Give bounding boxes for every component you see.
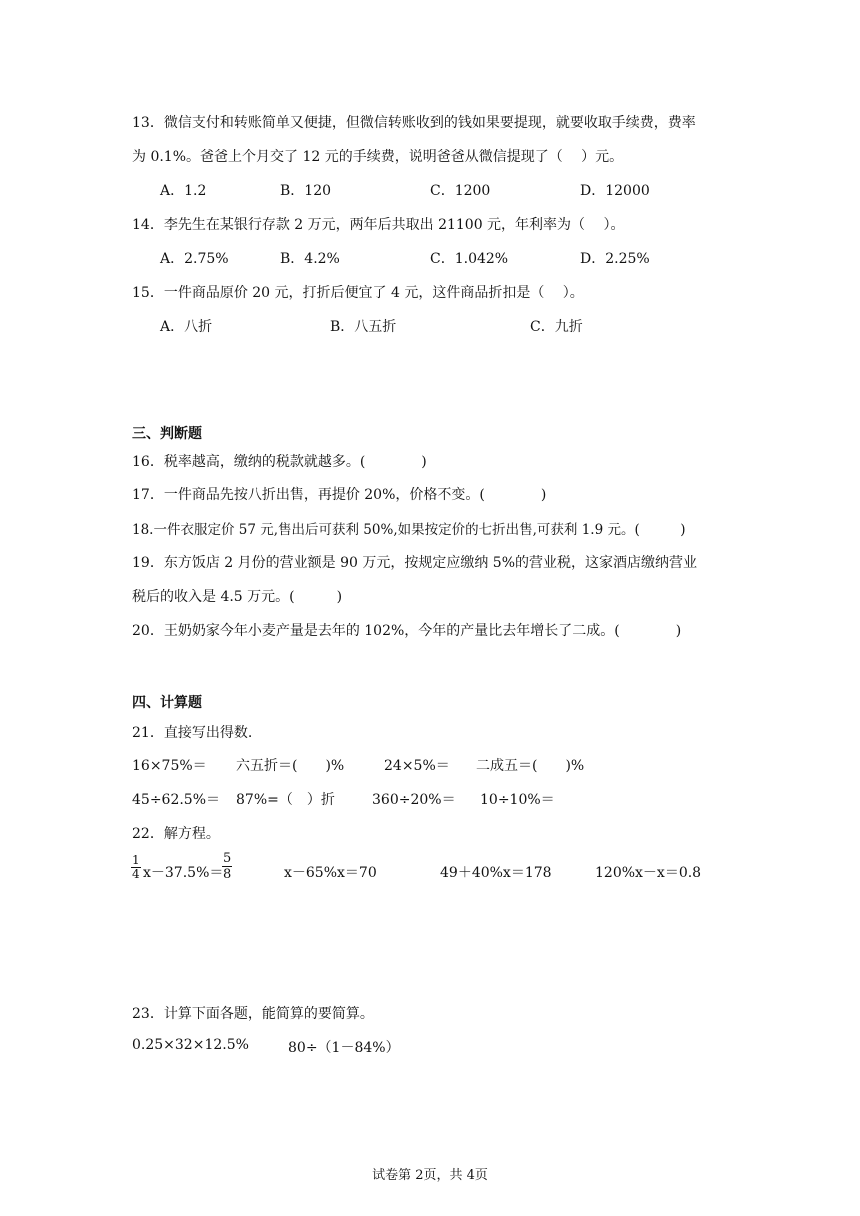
q14-option-a: A．2.75%	[160, 251, 229, 267]
fraction-numerator: 5	[223, 851, 232, 866]
q22-eq1-left-fraction	[131, 854, 141, 881]
section3-title: 三、判断题	[132, 426, 202, 442]
q17-line: 17．一件商品先按八折出售，再提价 20%，价格不变。( )	[132, 487, 547, 503]
q21-title: 21．直接写出得数.	[132, 725, 253, 741]
q13-line2: 为 0.1%。爸爸上个月交了 12 元的手续费，说明爸爸从微信提现了（ ）元。	[132, 149, 624, 165]
q20-line: 20．王奶奶家今年小麦产量是去年的 102%，今年的产量比去年增长了二成。( )	[132, 623, 682, 639]
q23-item-1: 0.25×32×12.5%	[132, 1037, 249, 1053]
q13-option-c: C．1200	[430, 183, 491, 199]
q13-option-a: A．1.2	[160, 183, 207, 199]
q15-option-a: A．八折	[160, 319, 213, 335]
section4-title: 四、计算题	[132, 695, 202, 711]
q21-item-5: 45÷62.5%＝	[132, 792, 221, 808]
q22-eq1-right-fraction	[222, 851, 232, 882]
q21-item-3: 24×5%＝	[384, 758, 450, 774]
q21-item-2: 六五折＝( )%	[236, 758, 345, 774]
q22-eq1-middle: x－37.5%＝	[143, 865, 224, 881]
q19-line1: 19．东方饭店 2 月份的营业额是 90 万元，按规定应缴纳 5%的营业税，这家酒店缴纳营业	[132, 555, 697, 571]
q14-option-d: D．2.25%	[580, 251, 650, 267]
q19-line2: 税后的收入是 4.5 万元。( )	[132, 589, 343, 605]
q16-line: 16．税率越高，缴纳的税款就越多。( )	[132, 454, 427, 470]
q21-item-6: 87%=（ ）折	[236, 792, 335, 808]
q18-line: 18.一件衣服定价 57 元,售出后可获利 50%,如果按定价的七折出售,可获利 1.9 元。( )	[132, 522, 686, 538]
q22-eq4: 120%x－x＝0.8	[595, 865, 702, 881]
q14-option-c: C．1.042%	[430, 251, 509, 267]
q23-title: 23．计算下面各题，能简算的要简算。	[132, 1006, 374, 1022]
q14-option-b: B．4.2%	[280, 251, 340, 267]
q23-item-2: 80÷（1－84%）	[288, 1040, 400, 1056]
q21-item-8: 10÷10%＝	[480, 792, 555, 808]
q21-item-7: 360÷20%＝	[372, 792, 456, 808]
q13-line1: 13．微信支付和转账简单又便捷，但微信转账收到的钱如果要提现，就要收取手续费，费率	[132, 115, 696, 131]
q13-option-d: D．12000	[580, 183, 650, 199]
fraction-denominator: 4	[132, 867, 140, 881]
q13-option-b: B．120	[280, 183, 332, 199]
q22-eq2: x－65%x＝70	[284, 865, 377, 881]
q14-line1: 14．李先生在某银行存款 2 万元，两年后共取出 21100 元，年利率为（ ）。	[132, 217, 625, 233]
q22-eq3: 49＋40%x＝178	[440, 865, 552, 881]
q15-option-b: B．八五折	[330, 319, 397, 335]
q15-line1: 15．一件商品原价 20 元，打折后便宜了 4 元，这件商品折扣是（ ）。	[132, 285, 584, 301]
q21-item-1: 16×75%＝	[132, 758, 207, 774]
q22-title: 22．解方程。	[132, 826, 220, 842]
q15-option-c: C．九折	[530, 319, 583, 335]
fraction-denominator: 8	[223, 867, 232, 882]
fraction-numerator: 1	[132, 853, 140, 867]
q21-item-4: 二成五＝( )%	[476, 758, 585, 774]
page-footer: 试卷第 2页，共 4页	[372, 1168, 488, 1183]
